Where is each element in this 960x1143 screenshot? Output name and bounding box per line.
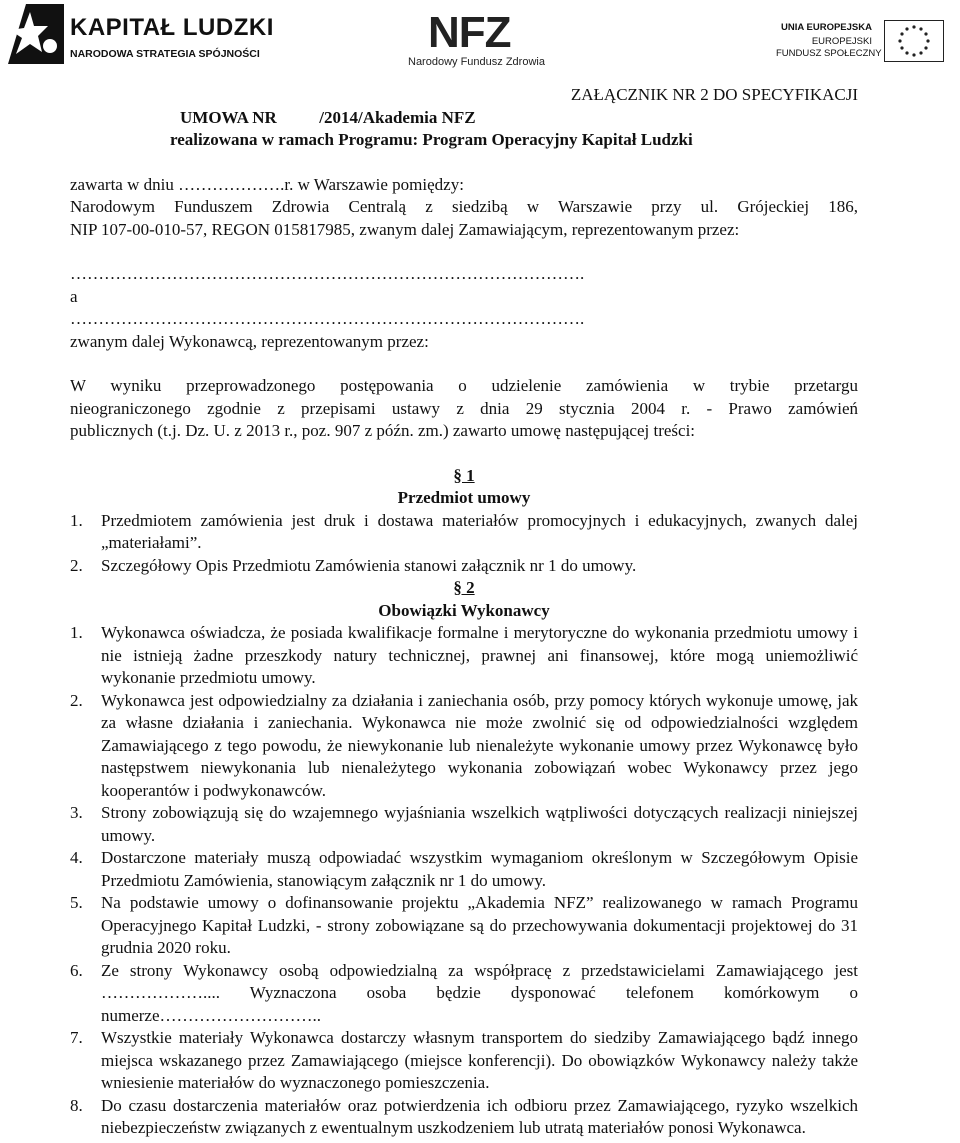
section-1-number: § 1	[453, 465, 475, 485]
section-1-title: Przedmiot umowy	[397, 488, 531, 507]
program-line: realizowana w ramach Programu: Program Operacyjny Kapitał Ludzki	[170, 130, 693, 149]
intro-line-2: nieograniczonego zgodnie z przepisami ustawy z dnia 29 stycznia 2004 r. - Prawo zamówień	[70, 398, 858, 418]
list-item-number: 3.	[70, 803, 83, 822]
list-item	[70, 555, 858, 578]
list-item	[70, 802, 858, 847]
list-item	[70, 1095, 858, 1140]
list-item-text: Wszystkie materiały Wykonawca dostarczy własnym transportem do siedziby Zamawiającego bądź innego miejsca wskazanego przez Zamawiającego (miejsce konferencji). Do obowiązków Wykonawcy należy także wniesienie materiałów do wyznaczonego pomieszczenia.	[101, 1028, 858, 1092]
kapital-ludzki-logo	[4, 2, 274, 74]
intro-line-3: publicznych (t.j. Dz. U. z 2013 r., poz. 907 z późn. zm.) zawarto umowę następującej treści:	[70, 421, 696, 440]
list-item-number: 7.	[70, 1028, 83, 1047]
section-2-list	[70, 622, 858, 1140]
ue-line-1: UNIA EUROPEJSKA	[781, 22, 872, 33]
kl-logo-subtitle: NARODOWA STRATEGIA SPÓJNOŚCI	[70, 48, 260, 60]
placeholder-dots-2: ……………………………………………………………………………….	[70, 309, 585, 328]
eu-flag-icon	[884, 20, 944, 62]
list-item-number: 4.	[70, 848, 83, 867]
list-item-number: 2.	[70, 690, 83, 710]
list-item	[70, 960, 858, 1028]
list-item-text: Do czasu dostarczenia materiałów oraz potwierdzenia ich odbioru przez Zamawiającego, ryzyko wszelkich niebezpieczeństw związanych z ewentualnym uszkodzeniem lub utratą materiałów ponosi Wykonawca.	[101, 1095, 858, 1137]
list-item	[70, 892, 858, 960]
ue-line-3: FUNDUSZ SPOŁECZNY	[776, 48, 882, 59]
conjunction-a: a	[70, 286, 78, 306]
contract-document	[70, 84, 858, 1140]
list-item-text: Wykonawca jest odpowiedzialny za działania i zaniechania osób, przy pomocy których wykonuje umowę, jak za własne działania i zaniechania. Wykonawca nie może zwolnić się od odpowiedzialności względem Zamawiającego z tego powodu, że niewykonanie lub nienależyte wykonanie umowy przez Wykonawcę było następstwem niewykonania lub nienależytego wykonania zobowiązań wobec Wykonawcy przez jego kooperantów i podwykonawców.	[101, 690, 858, 800]
contract-title: UMOWA NR /2014/Akademia NFZ	[180, 107, 476, 127]
party1-line-1: Narodowym Funduszem Zdrowia Centralą z siedzibą w Warszawie przy ul. Grójeckiej 186,	[70, 197, 858, 216]
party1-line-2: NIP 107-00-010-57, REGON 015817985, zwanym dalej Zamawiającym, reprezentowanym przez:	[70, 219, 740, 239]
list-item-number: 5.	[70, 893, 83, 912]
nfz-logo-subtitle: Narodowy Fundusz Zdrowia	[408, 56, 545, 68]
list-item-number: 1.	[70, 510, 83, 530]
list-item	[70, 510, 858, 555]
list-item	[70, 622, 858, 690]
list-item-text: Szczegółowy Opis Przedmiotu Zamówienia stanowi załącznik nr 1 do umowy.	[101, 555, 637, 575]
list-item	[70, 1027, 858, 1095]
list-item-text: Ze strony Wykonawcy osobą odpowiedzialną za współpracę z przedstawicielami Zamawiającego jest ……………….... Wyznaczona osoba będzie dysponować telefonem komórkowym o numerze………………………..	[101, 960, 858, 1025]
kl-logo-title: KAPITAŁ LUDZKI	[70, 14, 274, 41]
header-logos	[0, 0, 960, 82]
ue-logo	[776, 16, 956, 66]
nfz-logo-mark: NFZ	[428, 8, 511, 57]
list-item-number: 8.	[70, 1095, 83, 1115]
section-2-number: § 2	[453, 578, 475, 597]
list-item-text: Strony zobowiązują się do wzajemnego wyjaśniania wszelkich wątpliwości dotyczących realizacji niniejszej umowy.	[101, 803, 858, 845]
list-item	[70, 690, 858, 803]
list-item-number: 6.	[70, 960, 83, 980]
intro-line-1: W wyniku przeprowadzonego postępowania o udzielenie zamówienia w trybie przetargu	[70, 376, 858, 395]
section-2-title: Obowiązki Wykonawcy	[378, 600, 550, 620]
list-item-number: 2.	[70, 555, 83, 575]
list-item-text: Dostarczone materiały muszą odpowiadać wszystkim wymaganiom określonym w Szczegółowym Opisie Przedmiotu Zamówienia, stanowiącym załącznik nr 1 do umowy.	[101, 848, 858, 890]
contractor-line: zwanym dalej Wykonawcą, reprezentowanym przez:	[70, 331, 429, 351]
kapital-ludzki-emblem-icon	[4, 2, 66, 72]
attachment-label: ZAŁĄCZNIK NR 2 DO SPECYFIKACJI	[570, 85, 858, 104]
list-item-text: Wykonawca oświadcza, że posiada kwalifikacje formalne i merytoryczne do wykonania przedmiotu umowy i nie istnieją żadne przeszkody natury technicznej, prawnej ani finansowej, które mogą uniemożliwić wykonanie przedmiotu umowy.	[101, 623, 858, 687]
list-item-text: Przedmiotem zamówienia jest druk i dostawa materiałów promocyjnych i edukacyjnych, zwanych dalej „materiałami”.	[101, 510, 858, 552]
list-item-number: 1.	[70, 623, 83, 642]
section-1-list	[70, 510, 858, 578]
date-line: zawarta w dniu ……………….r. w Warszawie pomiędzy:	[70, 174, 464, 194]
placeholder-dots-1: ……………………………………………………………………………….	[70, 264, 585, 283]
nfz-logo	[408, 8, 558, 72]
list-item-text: Na podstawie umowy o dofinansowanie projektu „Akademia NFZ” realizowanego w ramach Programu Operacyjnego Kapitał Ludzki, - strony zobowiązane są do przechowywania dokumentacji projektowej do 31 grudnia 2020 roku.	[101, 893, 858, 957]
ue-line-2: EUROPEJSKI	[811, 36, 872, 47]
list-item	[70, 847, 858, 892]
